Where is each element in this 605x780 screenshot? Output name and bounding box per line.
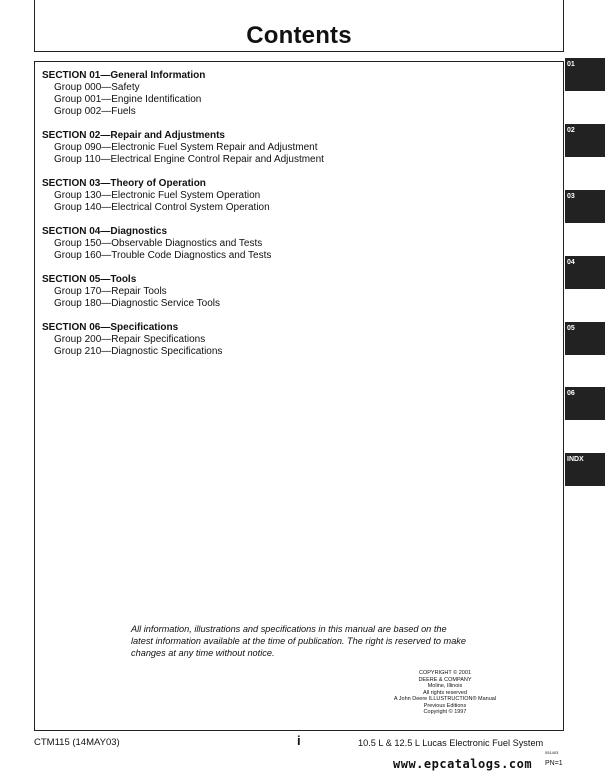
group-number: Group 001— [54, 94, 112, 105]
watermark: www.epcatalogs.com [393, 757, 533, 771]
group-name: Diagnostic Specifications [111, 346, 223, 357]
copyright-line: All rights reserved [422, 689, 468, 696]
group-name: Electronic Fuel System Repair and Adjustment [111, 142, 318, 153]
group-number: Group 180— [54, 298, 112, 309]
section [42, 178, 372, 214]
title-box [34, 0, 564, 52]
section [42, 226, 372, 262]
contents-panel [34, 61, 564, 731]
group-entry[interactable] [42, 346, 372, 358]
group-number: Group 130— [54, 190, 112, 201]
copyright-line: Previous Editions [423, 702, 467, 709]
copyright-line: COPYRIGHT © 2001 [419, 670, 471, 676]
group-name: Observable Diagnostics and Tests [111, 238, 263, 249]
group-entry[interactable] [42, 94, 372, 106]
group-name: Repair Specifications [111, 334, 206, 345]
group-number: Group 170— [54, 286, 112, 297]
section-list [42, 70, 372, 370]
tab-01[interactable]: 01 [565, 58, 605, 91]
group-name: Fuels [111, 106, 136, 117]
section [42, 274, 372, 310]
tab-indx[interactable]: INDX [565, 453, 605, 486]
copyright-line: Copyright © 1997 [423, 709, 467, 715]
group-number: Group 200— [54, 334, 112, 345]
copyright-line: DEERE & COMPANY [418, 676, 472, 683]
group-name: Diagnostic Service Tools [111, 298, 221, 309]
group-entry[interactable] [42, 334, 372, 346]
section-title[interactable]: SECTION 06—Specifications [42, 322, 179, 333]
notice-text: All information, illustrations and specifications in this manual are based on the latest information available at the time of publication. The right is reserved to make changes at any time without notice. [131, 624, 467, 658]
group-number: Group 140— [54, 202, 112, 213]
footer-page-roman: i [297, 733, 301, 748]
tab-02[interactable]: 02 [565, 124, 605, 157]
group-name: Repair Tools [111, 286, 167, 297]
section-title[interactable]: SECTION 02—Repair and Adjustments [42, 130, 225, 141]
group-entry[interactable] [42, 250, 372, 262]
group-name: Engine Identification [111, 94, 202, 105]
group-entry[interactable] [42, 202, 372, 214]
group-entry[interactable] [42, 82, 372, 94]
group-number: Group 000— [54, 82, 112, 93]
section-title[interactable]: SECTION 05—Tools [42, 274, 137, 285]
group-name: Electronic Fuel System Operation [111, 190, 261, 201]
group-entry[interactable] [42, 106, 372, 118]
section-title[interactable]: SECTION 04—Diagnostics [42, 226, 168, 237]
tab-04[interactable]: 04 [565, 256, 605, 289]
group-name: Safety [111, 82, 140, 93]
group-number: Group 110— [54, 154, 111, 165]
group-number: Group 210— [54, 346, 112, 357]
group-entry[interactable] [42, 142, 372, 154]
section [42, 70, 372, 118]
footer-page-number: PN=1 [545, 760, 563, 767]
copyright-line: Moline, Illinois [427, 683, 463, 689]
group-entry[interactable] [42, 286, 372, 298]
group-number: Group 090— [54, 142, 112, 153]
group-entry[interactable] [42, 190, 372, 202]
group-number: Group 150— [54, 238, 112, 249]
section-title[interactable]: SECTION 01—General Information [42, 70, 206, 81]
section [42, 322, 372, 358]
tab-06[interactable]: 06 [565, 387, 605, 420]
group-entry[interactable] [42, 154, 372, 166]
copyright-line: A John Deere ILLUSTRUCTION® Manual [393, 696, 497, 702]
group-name: Electrical Engine Control Repair and Adjustment [110, 154, 324, 165]
group-entry[interactable] [42, 298, 372, 310]
tab-03[interactable]: 03 [565, 190, 605, 223]
group-entry[interactable] [42, 238, 372, 250]
footer-manual-title: 10.5 L & 12.5 L Lucas Electronic Fuel System [358, 738, 544, 748]
tab-05[interactable]: 05 [565, 322, 605, 355]
section-title[interactable]: SECTION 03—Theory of Operation [42, 178, 206, 189]
group-name: Trouble Code Diagnostics and Tests [111, 250, 272, 261]
footer-code: 051403 [545, 750, 559, 755]
group-name: Electrical Control System Operation [111, 202, 270, 213]
group-number: Group 002— [54, 106, 112, 117]
group-number: Group 160— [54, 250, 112, 261]
copyright-block [365, 670, 525, 716]
section [42, 130, 372, 166]
footer-doc-id: CTM115 (14MAY03) [34, 737, 120, 748]
page-title: Contents [246, 22, 352, 49]
